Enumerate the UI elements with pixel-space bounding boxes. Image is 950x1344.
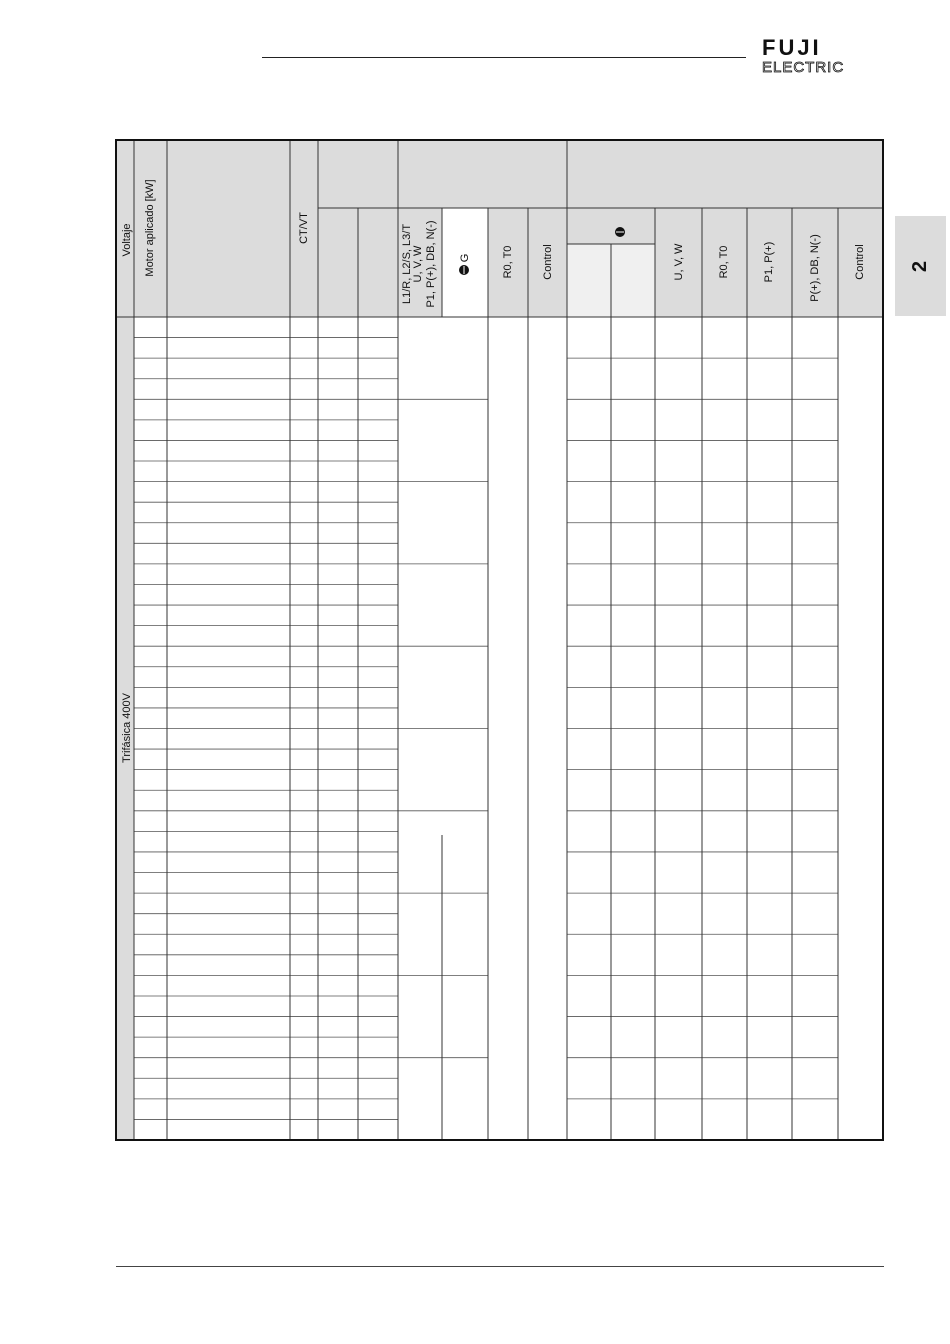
header-uvw: U, V, W: [673, 243, 685, 281]
chapter-tab-number: 2: [909, 260, 931, 272]
voltage-column-bg: [116, 140, 134, 1140]
header-pdbn: P(+), DB, N(-): [809, 234, 821, 302]
ground-icon-g: [459, 265, 469, 275]
header-p1p: P1, P(+): [763, 241, 775, 283]
logo-line1: FUJI: [762, 36, 822, 60]
ground-icon: [615, 227, 625, 237]
header-r0t0-2: R0, T0: [718, 245, 730, 279]
header-voltage: Voltaje: [121, 223, 133, 257]
header-main-line1: L1/R, L2/S, L3/T: [401, 223, 413, 305]
header-control: Control: [542, 244, 554, 280]
header-ground-g: G: [459, 253, 471, 263]
header-main-line2: U, V, W: [412, 245, 424, 283]
logo-line2: ELECTRIC: [762, 59, 845, 76]
header-ctvt: CT/VT: [298, 212, 310, 244]
table-header-bg: [116, 140, 883, 317]
footer-rule: [116, 1266, 884, 1267]
header-control-2: Control: [854, 244, 866, 280]
table-body-lines: [134, 338, 838, 1120]
header-r0t0: R0, T0: [502, 245, 514, 279]
header-main-line3: P1, P(+), DB, N(-): [425, 220, 437, 308]
header-motor: Motor aplicado [kW]: [144, 179, 156, 277]
voltage-label: Trifásica 400V: [121, 693, 133, 763]
